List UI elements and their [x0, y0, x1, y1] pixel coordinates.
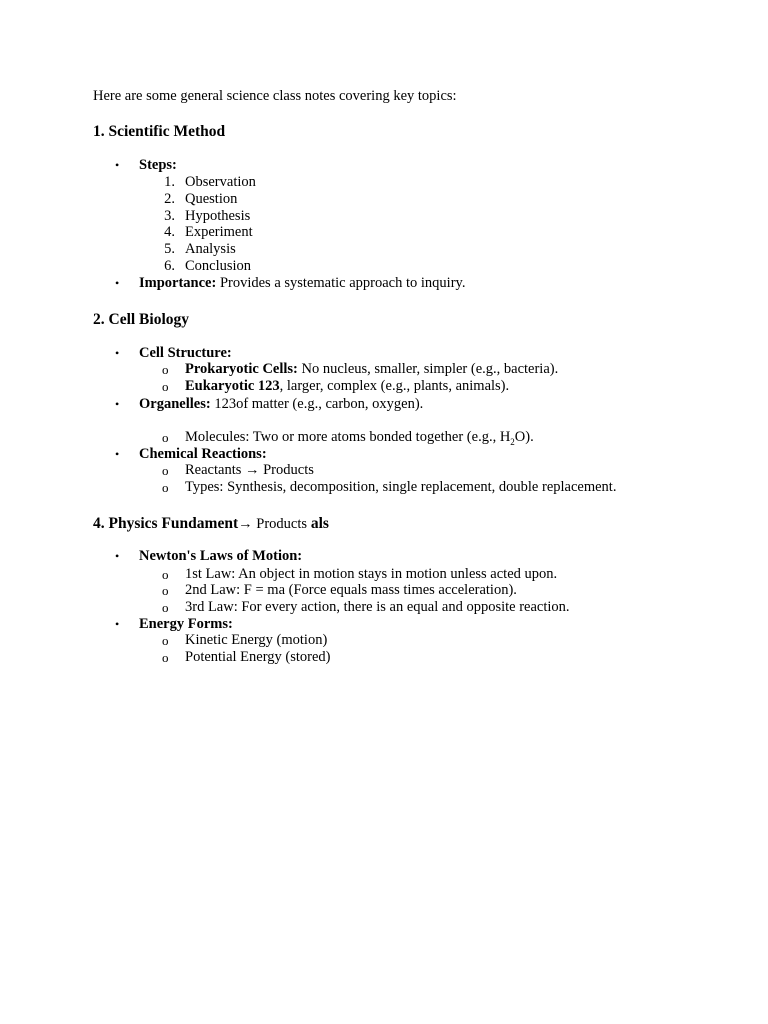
bullet-marker: •: [115, 617, 120, 631]
sub-bullet-marker: o: [162, 480, 169, 495]
list-number: 1.: [164, 174, 175, 190]
list-number: 4.: [164, 224, 175, 240]
molecules-line: [185, 429, 534, 446]
reaction-types-line: Types: Synthesis, decomposition, single replacement, double replacement.: [185, 479, 617, 495]
list-number: 6.: [164, 258, 175, 274]
sub-bullet-marker: o: [162, 379, 169, 394]
organelles-label: Organelles:: [139, 396, 211, 412]
list-item: Question: [185, 191, 238, 207]
sub-bullet-marker: o: [162, 430, 169, 445]
bullet-marker: •: [115, 276, 120, 290]
list-number: 3.: [164, 208, 175, 224]
chemical-reactions-label: Chemical Reactions:: [139, 446, 267, 462]
sub-bullet-marker: o: [162, 650, 169, 665]
law-3-line: 3rd Law: For every action, there is an equal and opposite reaction.: [185, 599, 570, 615]
prokaryotic-text: No nucleus, smaller, simpler (e.g., bacteria).: [297, 361, 559, 377]
list-item: Experiment: [185, 224, 253, 240]
list-item: Observation: [185, 174, 256, 190]
bullet-marker: •: [115, 346, 120, 360]
sub-bullet-marker: o: [162, 600, 169, 615]
section-heading-physics: [93, 514, 329, 534]
organelles-line: [139, 396, 423, 413]
importance-text: Provides a systematic approach to inquiry.: [216, 275, 466, 291]
list-item: Conclusion: [185, 258, 252, 274]
bullet-marker: •: [115, 158, 120, 172]
sub-bullet-marker: o: [162, 633, 169, 648]
list-number: 2.: [164, 191, 175, 207]
list-number: 5.: [164, 241, 175, 257]
steps-label: Steps:: [139, 157, 177, 173]
sub-bullet-marker: o: [162, 583, 169, 598]
sub-bullet-marker: o: [162, 362, 169, 377]
kinetic-energy-line: Kinetic Energy (motion): [185, 632, 328, 648]
intro-text: Here are some general science class notes covering key topics:: [93, 88, 457, 104]
eukaryotic-text: , larger, complex (e.g., plants, animals).: [279, 378, 510, 394]
prokaryotic-label: Prokaryotic Cells:: [185, 361, 298, 377]
physics-title-end: als: [307, 515, 329, 532]
law-2-line: 2nd Law: F = ma (Force equals mass times acceleration).: [185, 582, 517, 598]
physics-title-start: 4. Physics Fundament: [93, 515, 239, 532]
list-item: Analysis: [185, 241, 236, 257]
law-1-line: 1st Law: An object in motion stays in motion unless acted upon.: [185, 566, 558, 582]
molecules-text: Molecules: Two or more atoms bonded together (e.g., H: [185, 429, 511, 445]
section-heading-scientific-method: 1. Scientific Method: [93, 123, 226, 140]
prokaryotic-line: [185, 361, 558, 378]
eukaryotic-label: Eukaryotic 123: [185, 378, 280, 394]
list-item: Hypothesis: [185, 208, 251, 224]
physics-title-insert: → Products: [238, 516, 307, 532]
eukaryotic-line: [185, 378, 509, 395]
sub-bullet-marker: o: [162, 463, 169, 478]
section-heading-cell-biology: 2. Cell Biology: [93, 311, 190, 328]
organelles-text: 123of matter (e.g., carbon, oxygen).: [210, 396, 424, 412]
bullet-marker: •: [115, 447, 120, 461]
bullet-marker: •: [115, 549, 120, 563]
importance-label: Importance:: [139, 275, 217, 291]
cell-structure-label: Cell Structure:: [139, 345, 232, 361]
bullet-marker: •: [115, 397, 120, 411]
newton-laws-label: Newton's Laws of Motion:: [139, 548, 303, 564]
molecules-subscript: 2: [510, 436, 515, 447]
sub-bullet-marker: o: [162, 567, 169, 582]
potential-energy-line: Potential Energy (stored): [185, 649, 331, 665]
molecules-text-end: O).: [514, 429, 534, 445]
reactants-line: Reactants → Products: [185, 462, 314, 478]
energy-forms-label: Energy Forms:: [139, 616, 233, 632]
importance-line: [139, 275, 465, 292]
